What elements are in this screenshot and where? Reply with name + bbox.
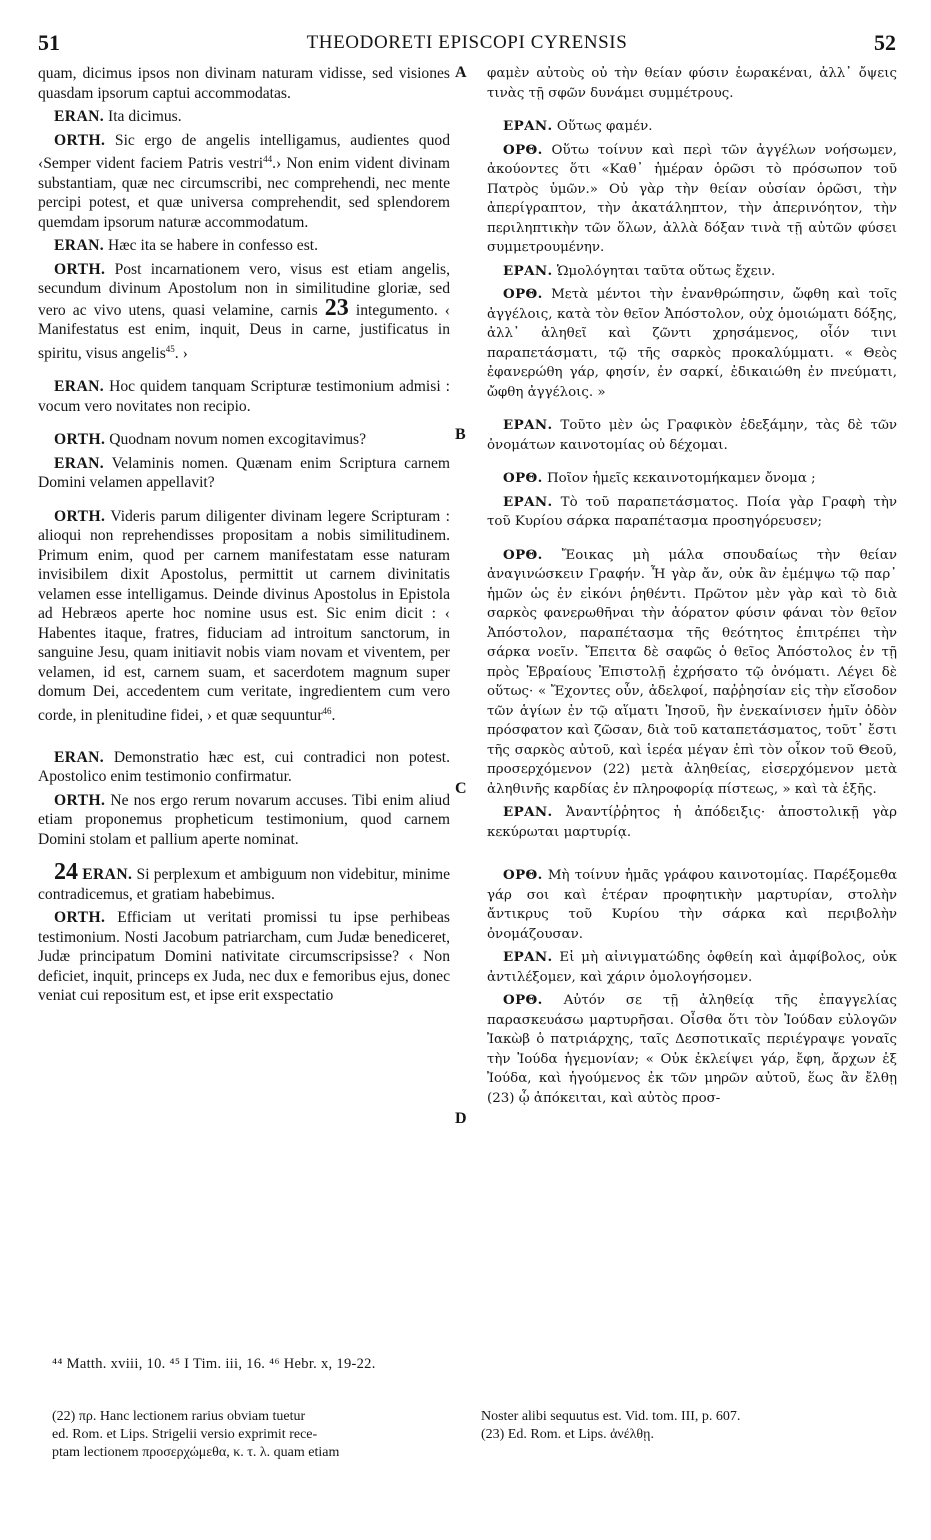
latin-paragraph: ERAN. Hoc quidem tanquam Scripturæ testimonium admisi : vocum vero novitates non recipio. bbox=[38, 378, 450, 415]
latin-paragraph: ERAN. Demonstratio hæc est, cui contradici non potest. Apostolico enim testimonio confirmatur. bbox=[38, 748, 450, 786]
margin-letter-d: D bbox=[455, 1110, 467, 1127]
speaker-label: ERAN. bbox=[54, 378, 105, 396]
latin-paragraph: quam, dicimus ipsos non divinam naturam vidisse, sed visiones quasdam ipsorum captui accommodatas. bbox=[38, 65, 450, 102]
greek-column bbox=[487, 64, 897, 1112]
greek-paragraph: ΟΡΘ. Αὐτόν σε τῇ ἀληθείᾳ τῆς ἐπαγγελίας παρασκευάσω μαρτυρῆσαι. Οἶσθα ὅτι τὸν Ἰούδαν εὐλογῶν Ἰακὼβ ὁ πατριάρχης, ταῖς Δεσποτικαῖς περιέγραψε γοναῖς τὴν Ἰούδα ἡγεμονίαν; « Οὐκ ἐκλείψει γάρ, ἔφη, ἄρχων ἐξ Ἰούδα, καὶ ἡγούμενος ἐκ τῶν μηρῶν αὐτοῦ, ἕως ἂν ἔλθῃ (23) ᾧ ἀπόκειται, καὶ αὐτὸς προσ- bbox=[487, 992, 897, 1106]
running-title: THEODORETI EPISCOPI CYRENSIS bbox=[306, 32, 628, 53]
latin-paragraph: ORTH. Videris parum diligenter divinam legere Scripturam : alioqui non reprehendisses propositam a nobis similitudinem. Primum enim, quod per carnem manifestatam esse naturam invisibilem dixit Apostolus, permittit ut carnem divinitatis velamen esse intelligamus. Deinde divinus Apostolus in Epistola ad Hebræos aperte hoc nomine usus est. Sic enim dicit : ‹ Habentes itaque, fratres, fiduciam ad introitum sanctorum, in sanguine Jesu, quam initiavit nobis viam novam et viventem, per velamen, id est, carnem suam, et sacerdotem magnum super domum Dei, accedentem cum veritate, ingredientem cum vero corde, in plenitudine fidei, › et quæ sequuntur$^{46}$. bbox=[38, 507, 450, 725]
latin-paragraph: ERAN. Hæc ita se habere in confesso est. bbox=[54, 237, 319, 255]
speaker-label: ORTH. bbox=[54, 507, 106, 525]
latin-paragraph: ERAN. Velaminis nomen. Quænam enim Scriptura carnem Domini velamen appellavit? bbox=[38, 454, 450, 492]
latin-paragraph: ORTH. Post incarnationem vero, visus est etiam angelis, secundum divinum Apostolum non in similitudine gloriæ, sed vero ac vivo utens, quasi velamine, carnis 23 integumento. ‹ Manifestatus est enim, inquit, Deus in carne, justificatus in spiritu, visus angelis$^{45}$. › bbox=[38, 260, 450, 362]
speaker-label: ERAN. bbox=[54, 454, 105, 472]
speaker-label: ERAN. bbox=[54, 748, 105, 766]
latin-column bbox=[38, 64, 450, 1010]
latin-paragraph: ERAN. Ita dicimus. bbox=[54, 108, 182, 125]
greek-paragraph: ΟΡΘ. Οὕτω τοίνυν καὶ περὶ τῶν ἀγγέλων νοήσωμεν, ἀκούοντες ὅτι «Καθ᾽ ἡμέραν ὁρῶσι τὸ πρόσωπον τοῦ Πατρὸς ὑμῶν.» Οὐ γὰρ τὴν θείαν οὐσίαν ὁρῶσι, τὴν ἀπερίγραπτον, τὴν ἀκατάληπτον, τὴν ἀπερινόητον, τὴν περιληπτικὴν τῶν ὅλων, ἀλλὰ δόξαν τινὰ τῇ αὐτῶν φύσει συμμετρουμένην. bbox=[487, 141, 897, 255]
speaker-label: ΟΡΘ. bbox=[503, 286, 543, 302]
latin-paragraph: ORTH. Sic ergo de angelis intelligamus, audientes quod ‹Semper vident faciem Patris vestri$^{44}$.› Non enim vident divinam substantiam, quæ nec circumscribi, nec comprehendi, nec mente percipi potest, et quæ universa comprehendit, sed splendorem quemdam ipsorum naturæ accommodatum. bbox=[38, 131, 450, 231]
page-header bbox=[38, 30, 896, 62]
speaker-label: ΕΡΑΝ. bbox=[503, 804, 553, 820]
speaker-label: ORTH. bbox=[54, 260, 106, 278]
footnote-marker: 45 bbox=[165, 343, 175, 354]
greek-paragraph: ΟΡΘ. Μετὰ μέντοι τὴν ἐνανθρώπησιν, ὤφθη καὶ τοῖς ἀγγέλοις, κατὰ τὸν θεῖον Ἀπόστολον, οὐχ ὁμοιώματι δόξης, ἀλλ᾽ ἀληθεῖ καὶ ζῶντι χρησάμενος, οἷόν τινι παραπετάσματι, τῷ τῆς σαρκὸς προκαλύμματι. « Θεὸς ἐφανερώθη γάρ, φησίν, ἐν σαρκί, ἐδικαιώθη ἐν πνεύματι, ὤφθη ἀγγέλοις. » bbox=[487, 286, 897, 400]
greek-paragraph: φαμὲν αὐτοὺς οὐ τὴν θείαν φύσιν ἑωρακέναι, ἀλλ᾽ ὄψεις τινὰς τῇ σφῶν δυνάμει συμμέτρους. bbox=[487, 66, 897, 101]
footnote-right bbox=[481, 1408, 891, 1444]
speaker-label: ERAN. bbox=[54, 108, 105, 125]
speaker-label: ERAN. bbox=[54, 237, 105, 255]
greek-paragraph: ΕΡΑΝ. Τὸ τοῦ παραπετάσματος. Ποία γὰρ Γραφὴ τὴν τοῦ Κυρίου σάρκα παραπέτασμα προσηγόρευσεν; bbox=[487, 493, 897, 529]
scripture-references: ⁴⁴ Matth. xviii, 10. ⁴⁵ I Tim. iii, 16. ⁴⁶ Hebr. x, 19-22. bbox=[52, 1356, 376, 1372]
section-number: 23 bbox=[324, 294, 349, 321]
speaker-label: ΕΡΑΝ. bbox=[503, 493, 553, 510]
speaker-label: ERAN. bbox=[82, 866, 133, 884]
speaker-label: ΕΡΑΝ. bbox=[503, 262, 553, 279]
footnote-line: (22) πρ. Hanc lectionem rarius obviam tuetur bbox=[52, 1409, 306, 1424]
speaker-label: ORTH. bbox=[54, 909, 106, 927]
greek-paragraph: ΕΡΑΝ. Ὡμολόγηται ταῦτα οὕτως ἔχειν. bbox=[503, 262, 776, 279]
latin-paragraph: 24 ERAN. Si perplexum et ambiguum non videbitur, minime contradicemus, et gratiam habebimus. bbox=[38, 859, 451, 903]
footnote-left bbox=[52, 1408, 447, 1462]
footnote-line: Noster alibi sequutus est. Vid. tom. III, p. 607. bbox=[481, 1409, 741, 1424]
section-number: 24 bbox=[54, 859, 78, 886]
greek-paragraph: ΕΡΑΝ. Ἀναντίῤῥητος ἡ ἀπόδειξις· ἀποστολικῇ γὰρ κεκύρωται μαρτυρίᾳ. bbox=[487, 804, 897, 840]
speaker-label: ORTH. bbox=[54, 791, 106, 809]
speaker-label: ΟΡΘ. bbox=[503, 546, 543, 563]
speaker-label: ORTH. bbox=[54, 131, 106, 149]
speaker-label: ΕΡΑΝ. bbox=[503, 417, 553, 433]
speaker-label: ORTH. bbox=[54, 431, 106, 449]
latin-paragraph: ORTH. Quodnam novum nomen excogitavimus? bbox=[54, 431, 367, 449]
footnote-line: ptam lectionem προσερχώμεθα, κ. τ. λ. quam etiam bbox=[52, 1445, 340, 1460]
greek-paragraph: ΟΡΘ. Μὴ τοίνυν ἡμᾶς γράφου καινοτομίας. Παρέξομεθα γάρ σοι καὶ ἑτέραν προφητικὴν μαρτυρίαν, στολὴν ἄντικρυς τοῦ Κυρίου τὴν σάρκα καὶ περιβολὴν ὀνομάζουσαν. bbox=[487, 867, 897, 942]
page-number-right: 52 bbox=[874, 30, 896, 55]
speaker-label: ΕΡΑΝ. bbox=[503, 118, 553, 134]
latin-paragraph: ORTH. Efficiam ut veritati promissi tu ipse perhibeas testimonium. Nosti Jacobum patriarcham, cum Judæ benediceret, Judæ principatum Domini nativitate circumscripsisse? ‹ Non deficiet, inquit, princeps ex Juda, nec dux e femoribus ejus, donec veniat cui repositum est, et ipse erit exspectatio bbox=[38, 909, 450, 1005]
footnote-line: (23) Ed. Rom. et Lips. ἀνέλθῃ. bbox=[481, 1427, 654, 1442]
speaker-label: ΟΡΘ. bbox=[503, 867, 543, 883]
greek-paragraph: ΟΡΘ. Ἔοικας μὴ μάλα σπουδαίως τὴν θείαν ἀναγινώσκειν Γραφήν. Ἦ γὰρ ἄν, οὐκ ἂν ἐμέμψω τῷ παρ᾽ ἡμῶν ὡς ἐν εἰκόνι ῥηθέντι. Πρῶτον μὲν γὰρ καὶ τὸ διὰ σαρκὸς φανερωθῆναι τὴν ἀόρατον φύσιν φάναι τὸν θεῖον Ἀπόστολον, παραπέτασμα τῆς θεότητος ἐπιτρέπει τὴν σάρκα νοεῖν. Ἔπειτα δὲ σαφῶς ὁ θεῖος Ἀπόστολος ἐν τῇ πρὸς Ἑβραίους Ἐπιστολῇ ἐχρήσατο τῷ ὀνόματι. Λέγει δὲ οὕτως· « Ἔχοντες οὖν, ἀδελφοί, παῤῥησίαν εἰς τὴν εἴσοδον τῶν ἁγίων ἐν τῷ αἵματι Ἰησοῦ, ἣν ἐνεκαίνισεν ἡμῖν ὁδὸν πρόσφατον καὶ ζῶσαν, διὰ τοῦ καταπετάσματος, τοῦτ᾽ ἔστι τῆς σαρκὸς αὐτοῦ, καὶ ἱερέα μέγαν ἐπὶ τὸν οἶκον τοῦ Θεοῦ, προσερχόμενον (22) μετὰ ἀληθείας, εἰσερχόμενον μετὰ ἀληθινῆς καρδίας ἐν πληροφορίᾳ πίστεως, » καὶ τὰ ἑξῆς. bbox=[487, 546, 897, 797]
speaker-label: ΟΡΘ. bbox=[503, 141, 543, 158]
footnote-marker: 44 bbox=[263, 154, 273, 164]
footnote-marker: 46 bbox=[322, 705, 332, 716]
greek-paragraph: ΕΡΑΝ. Τοῦτο μὲν ὡς Γραφικὸν ἐδεξάμην, τὰς δὲ τῶν ὀνομάτων καινοτομίας οὐ δέχομαι. bbox=[487, 417, 897, 453]
page-number-left: 51 bbox=[38, 30, 60, 55]
greek-paragraph: ΟΡΘ. Ποῖον ἡμεῖς κεκαινοτομήκαμεν ὄνομα ; bbox=[503, 470, 816, 486]
footnote-line: ed. Rom. et Lips. Strigelii versio exprimit rece- bbox=[52, 1427, 318, 1442]
greek-paragraph: ΕΡΑΝ. Εἰ μὴ αἰνιγματώδης ὀφθείη καὶ ἀμφίβολος, οὐκ ἀντιλέξομεν, καὶ χάριν ὁμολογήσομεν. bbox=[487, 949, 897, 985]
margin-letter-a: A bbox=[455, 64, 467, 81]
margin-letter-c: C bbox=[455, 780, 467, 797]
speaker-label: ΟΡΘ. bbox=[503, 992, 543, 1008]
speaker-label: ΟΡΘ. bbox=[503, 470, 543, 486]
latin-paragraph: ORTH. Ne nos ergo rerum novarum accuses. Tibi enim aliud etiam proponemus propheticum testimonium, quod carnem Domini stolam et pallium aperte nominat. bbox=[38, 791, 451, 848]
speaker-label: ΕΡΑΝ. bbox=[503, 949, 553, 965]
margin-letter-b: B bbox=[455, 426, 466, 443]
greek-paragraph: ΕΡΑΝ. Οὕτως φαμέν. bbox=[503, 118, 653, 134]
